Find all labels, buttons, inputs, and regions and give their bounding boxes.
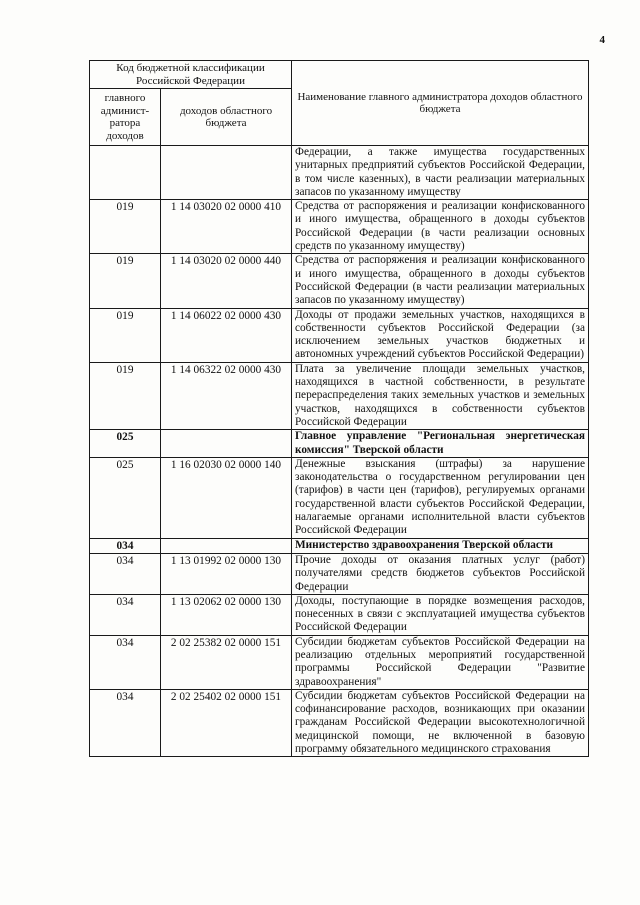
header-classification-group: Код бюджетной классификации Российской Федерации [90, 61, 292, 89]
income-code-cell: 1 14 03020 02 0000 410 [161, 200, 292, 254]
admin-code-cell: 025 [90, 430, 161, 458]
description-cell: Доходы, поступающие в порядке возмещения расходов, понесенных в связи с эксплуатацией имущества субъектов Российской Федерации [292, 594, 589, 635]
table-row [90, 430, 589, 458]
description-cell: Федерации, а также имущества государственных унитарных предприятий субъектов Российской Федерации, в том числе казенных), в части реализации материальных запасов по указанному имуществу [292, 146, 589, 200]
income-code-cell: 1 13 02062 02 0000 130 [161, 594, 292, 635]
table-row [90, 308, 589, 362]
admin-code-cell: 034 [90, 635, 161, 689]
income-code-cell: 1 13 01992 02 0000 130 [161, 553, 292, 594]
income-code-cell [161, 146, 292, 200]
table-row [90, 254, 589, 308]
table-header [90, 61, 589, 146]
description-cell: Плата за увеличение площади земельных участков, находящихся в частной собственности, в результате перераспределения таких земельных участков и земельных участков, находящихся в собственности субъектов Российской Федерации [292, 362, 589, 429]
income-code-cell: 1 14 06022 02 0000 430 [161, 308, 292, 362]
description-cell: Главное управление "Региональная энергетическая комиссия" Тверской области [292, 430, 589, 458]
admin-code-cell: 034 [90, 538, 161, 553]
page-number: 4 [599, 34, 605, 46]
description-cell: Субсидии бюджетам субъектов Российской Федерации на реализацию отдельных мероприятий государственной программы Российской Федерации "Развитие здравоохранения" [292, 635, 589, 689]
header-admin-code: главного админист-ратора доходов [90, 89, 161, 146]
table-row [90, 457, 589, 538]
description-cell: Средства от распоряжения и реализации конфискованного и иного имущества, обращенного в доходы субъектов Российской Федерации (в части реализации основных средств по указанному имуществу) [292, 200, 589, 254]
table-row [90, 594, 589, 635]
admin-code-cell: 034 [90, 553, 161, 594]
income-code-cell: 2 02 25382 02 0000 151 [161, 635, 292, 689]
description-cell: Денежные взыскания (штрафы) за нарушение законодательства о государственном регулировании цен (тарифов) в части цен (тарифов), регулируемых органами государственной власти субъектов Российской Федерации, налагаемые органами исполнительной власти субъектов Российской Федерации [292, 457, 589, 538]
admin-code-cell: 034 [90, 594, 161, 635]
income-code-cell: 2 02 25402 02 0000 151 [161, 689, 292, 756]
table-body [90, 146, 589, 757]
table-row [90, 689, 589, 756]
admin-code-cell: 019 [90, 200, 161, 254]
admin-code-cell: 025 [90, 457, 161, 538]
table-row [90, 635, 589, 689]
income-code-cell: 1 14 03020 02 0000 440 [161, 254, 292, 308]
income-code-cell [161, 538, 292, 553]
description-cell: Министерство здравоохранения Тверской области [292, 538, 589, 553]
budget-classification-table [89, 60, 589, 757]
admin-code-cell: 019 [90, 362, 161, 429]
table-row [90, 553, 589, 594]
income-code-cell: 1 14 06322 02 0000 430 [161, 362, 292, 429]
header-income-code: доходов областного бюджета [161, 89, 292, 146]
description-cell: Доходы от продажи земельных участков, находящихся в собственности субъектов Российской Федерации (за исключением земельных участков бюджетных и автономных учреждений субъектов Российской Федерации) [292, 308, 589, 362]
description-cell: Средства от распоряжения и реализации конфискованного и иного имущества, обращенного в доходы субъектов Российской Федерации (в части реализации материальных запасов по указанному имуществу) [292, 254, 589, 308]
admin-code-cell: 019 [90, 308, 161, 362]
description-cell: Прочие доходы от оказания платных услуг (работ) получателями средств бюджетов субъектов Российской Федерации [292, 553, 589, 594]
table-row [90, 200, 589, 254]
table-row [90, 146, 589, 200]
admin-code-cell: 034 [90, 689, 161, 756]
income-code-cell: 1 16 02030 02 0000 140 [161, 457, 292, 538]
table-row [90, 362, 589, 429]
description-cell: Субсидии бюджетам субъектов Российской Федерации на софинансирование расходов, возникающих при оказании гражданам Российской Федерации высокотехнологичной медицинской помощи, не включенной в базовую программу обязательного медицинского страхования [292, 689, 589, 756]
table-row [90, 538, 589, 553]
income-code-cell [161, 430, 292, 458]
admin-code-cell: 019 [90, 254, 161, 308]
header-administrator-name: Наименование главного администратора доходов областного бюджета [292, 61, 589, 146]
admin-code-cell [90, 146, 161, 200]
